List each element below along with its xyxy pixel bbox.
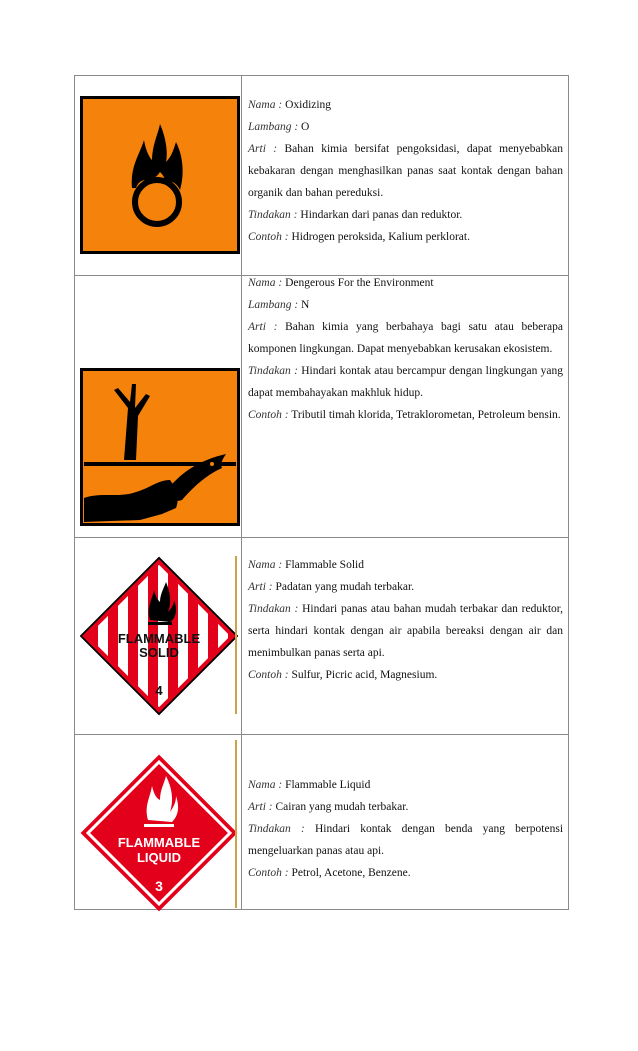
row-divider <box>74 734 569 735</box>
row-divider <box>74 537 569 538</box>
arti-value: Bahan kimia bersifat pengoksidasi, dapat menyebabkan kebakaran dengan menghasilkan panas saat kontak dengan bahan organik dan bahan pereduksi. <box>248 143 563 199</box>
tindakan-label: Tindakan : <box>248 603 299 615</box>
row-2-description <box>248 272 563 426</box>
nama-value: Flammable Solid <box>285 559 364 571</box>
arti-label: Arti : <box>248 143 278 155</box>
lambang-label: Lambang : <box>248 299 299 311</box>
contoh-value: Tributil timah klorida, Tetraklorometan, Petroleum bensin. <box>291 409 561 421</box>
row-4-description <box>248 774 563 884</box>
placard-text-line-1: FLAMMABLE <box>117 631 201 646</box>
arti-value: Padatan yang mudah terbakar. <box>275 581 415 593</box>
flammable-solid-placard-icon <box>80 556 238 716</box>
decorative-edge <box>235 556 237 714</box>
row-3-description <box>248 554 563 686</box>
placard-class-number: 3 <box>155 878 163 894</box>
arti-value: Cairan yang mudah terbakar. <box>275 801 409 813</box>
arti-label: Arti : <box>248 801 273 813</box>
placard-text-line-2: SOLID <box>139 645 179 660</box>
tindakan-label: Tindakan : <box>248 365 298 377</box>
placard-class-number: 4 <box>155 683 163 698</box>
contoh-label: Contoh : <box>248 231 289 243</box>
tindakan-value: Hindarkan dari panas dan reduktor. <box>300 209 463 221</box>
contoh-label: Contoh : <box>248 867 289 879</box>
lambang-label: Lambang : <box>248 121 299 133</box>
nama-label: Nama : <box>248 277 283 289</box>
column-divider <box>241 75 242 910</box>
tindakan-value: Hindari kontak dengan benda yang berpotensi mengeluarkan panas atau api. <box>248 823 564 857</box>
flammable-liquid-placard-icon <box>80 754 238 912</box>
contoh-label: Contoh : <box>248 409 289 421</box>
contoh-value: Sulfur, Picric acid, Magnesium. <box>291 669 438 681</box>
environment-hazard-symbol-icon <box>80 368 240 526</box>
arti-value: Bahan kimia yang berbahaya bagi satu atau beberapa komponen lingkungan. Dapat menyebabkan kerusakan ekosistem. <box>248 321 563 355</box>
nama-value: Flammable Liquid <box>285 779 371 791</box>
lambang-value: O <box>301 121 310 133</box>
contoh-value: Hidrogen peroksida, Kalium perklorat. <box>291 231 470 243</box>
tindakan-value: Hindari panas atau bahan mudah terbakar dan reduktor, serta hindari kontak dengan air apabila bereaksi dengan air dan menimbulkan panas serta api. <box>248 603 564 659</box>
decorative-edge <box>235 740 237 908</box>
row-1-description <box>248 94 563 248</box>
arti-label: Arti : <box>248 581 273 593</box>
tindakan-label: Tindakan : <box>248 823 305 835</box>
arti-label: Arti : <box>248 321 278 333</box>
nama-label: Nama : <box>248 779 283 791</box>
placard-text-line-1: FLAMMABLE <box>117 835 201 850</box>
contoh-label: Contoh : <box>248 669 289 681</box>
contoh-value: Petrol, Acetone, Benzene. <box>291 867 411 879</box>
nama-label: Nama : <box>248 559 283 571</box>
placard-text-line-2: LIQUID <box>136 850 182 865</box>
oxidizing-symbol-icon <box>80 96 240 254</box>
nama-label: Nama : <box>248 99 283 111</box>
tindakan-value: Hindari kontak atau bercampur dengan lingkungan yang dapat membahayakan makhluk hidup. <box>248 365 564 399</box>
nama-value: Oxidizing <box>285 99 332 111</box>
nama-value: Dengerous For the Environment <box>285 277 434 289</box>
tindakan-label: Tindakan : <box>248 209 298 221</box>
lambang-value: N <box>301 299 310 311</box>
